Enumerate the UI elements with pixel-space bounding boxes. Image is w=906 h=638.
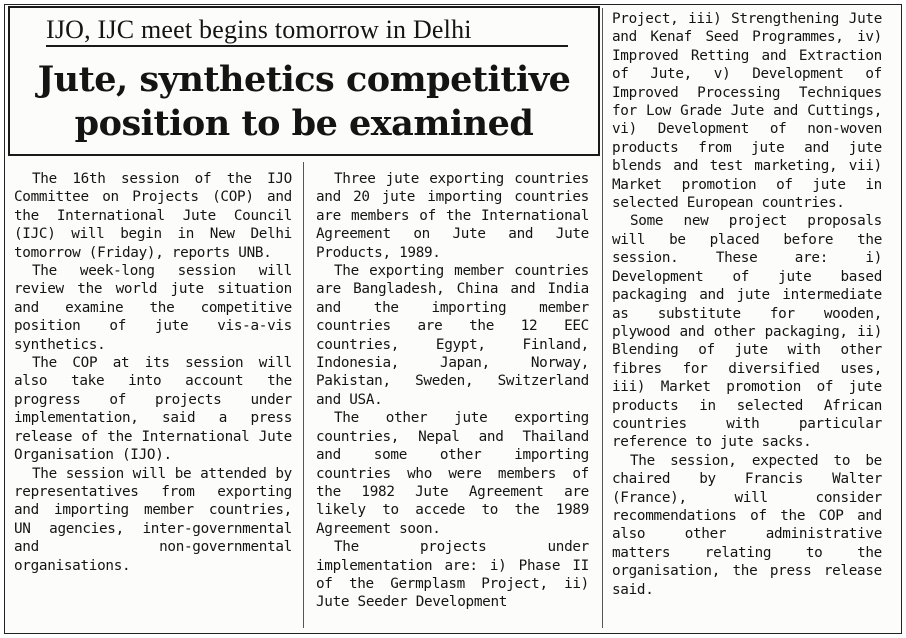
article-column-2 [316, 170, 589, 612]
kicker-underline [46, 45, 568, 47]
paragraph: The other jute exporting countries, Nepal and Thailand and some other importing countries who were members of the 1982 Jute Agreement are likely to accede to the 1989 Agreement soon. [316, 410, 589, 537]
paragraph: The 16th session of the IJO Committee on Projects (COP) and the International Jute Council (IJC) will begin in New Delhi tomorrow (Friday), reports UNB. [14, 171, 292, 261]
paragraph: Three jute exporting countries and 20 jute importing countries are members of the International Agreement on Jute and Jute Products, 1989. [316, 171, 589, 261]
paragraph: The exporting member countries are Bangladesh, China and India and the importing member countries are the 12 EEC countries, Egypt, Finland, Indonesia, Japan, Norway, Pakistan, Sweden, Switzerland and USA. [316, 263, 589, 408]
paragraph: The week-long session will review the world jute situation and examine the competitive position of jute vis-a-vis synthetics. [14, 263, 292, 353]
paragraph: Some new project proposals will be placed before the session. These are: i) Development of jute based packaging and jute intermediate as substitute for wooden, plywood and other packaging, ii) Blending of jute with other fibres for diversified uses, iii) Market promotion of jute products in selected African countries with particular reference to jute sacks. [612, 213, 882, 451]
paragraph: Project, iii) Strengthening Jute and Kenaf Seed Programmes, iv) Improved Retting and Extraction of Jute, v) Development of Improved Processing Techniques for Low Grade Jute and Cuttings, vi) Development of non-woven products from jute and jute blends and test marketing, vii) Market promotion of jute in selected European countries. [612, 11, 882, 212]
headline-box [8, 6, 600, 156]
paragraph: The session will be attended by representatives from exporting and importing member countries, UN agencies, inter-governmental and non-governmental organisations. [14, 465, 292, 574]
paragraph: The session, expected to be chaired by Francis Walter (France), will consider recommendations of the COP and also other administrative matters relating to the organisation, the press release said. [612, 452, 882, 598]
paragraph: The projects under implementation are: i) Phase II of the Germplasm Project, ii) Jute Seeder Development [316, 539, 589, 611]
kicker-headline: IJO, IJC meet begins tomorrow in Delhi [46, 15, 472, 44]
column-divider [303, 162, 304, 628]
headline-line-1: Jute, synthetics competitive [37, 59, 571, 100]
paragraph: The COP at its session will also take into account the progress of projects under implementation, said a press release of the International Jute Organisation (IJO). [14, 355, 292, 464]
article-column-1 [14, 170, 292, 575]
main-headline [10, 58, 598, 146]
article-column-3 [612, 10, 882, 599]
headline-line-2: position to be examined [74, 103, 534, 144]
column-divider [602, 8, 603, 628]
